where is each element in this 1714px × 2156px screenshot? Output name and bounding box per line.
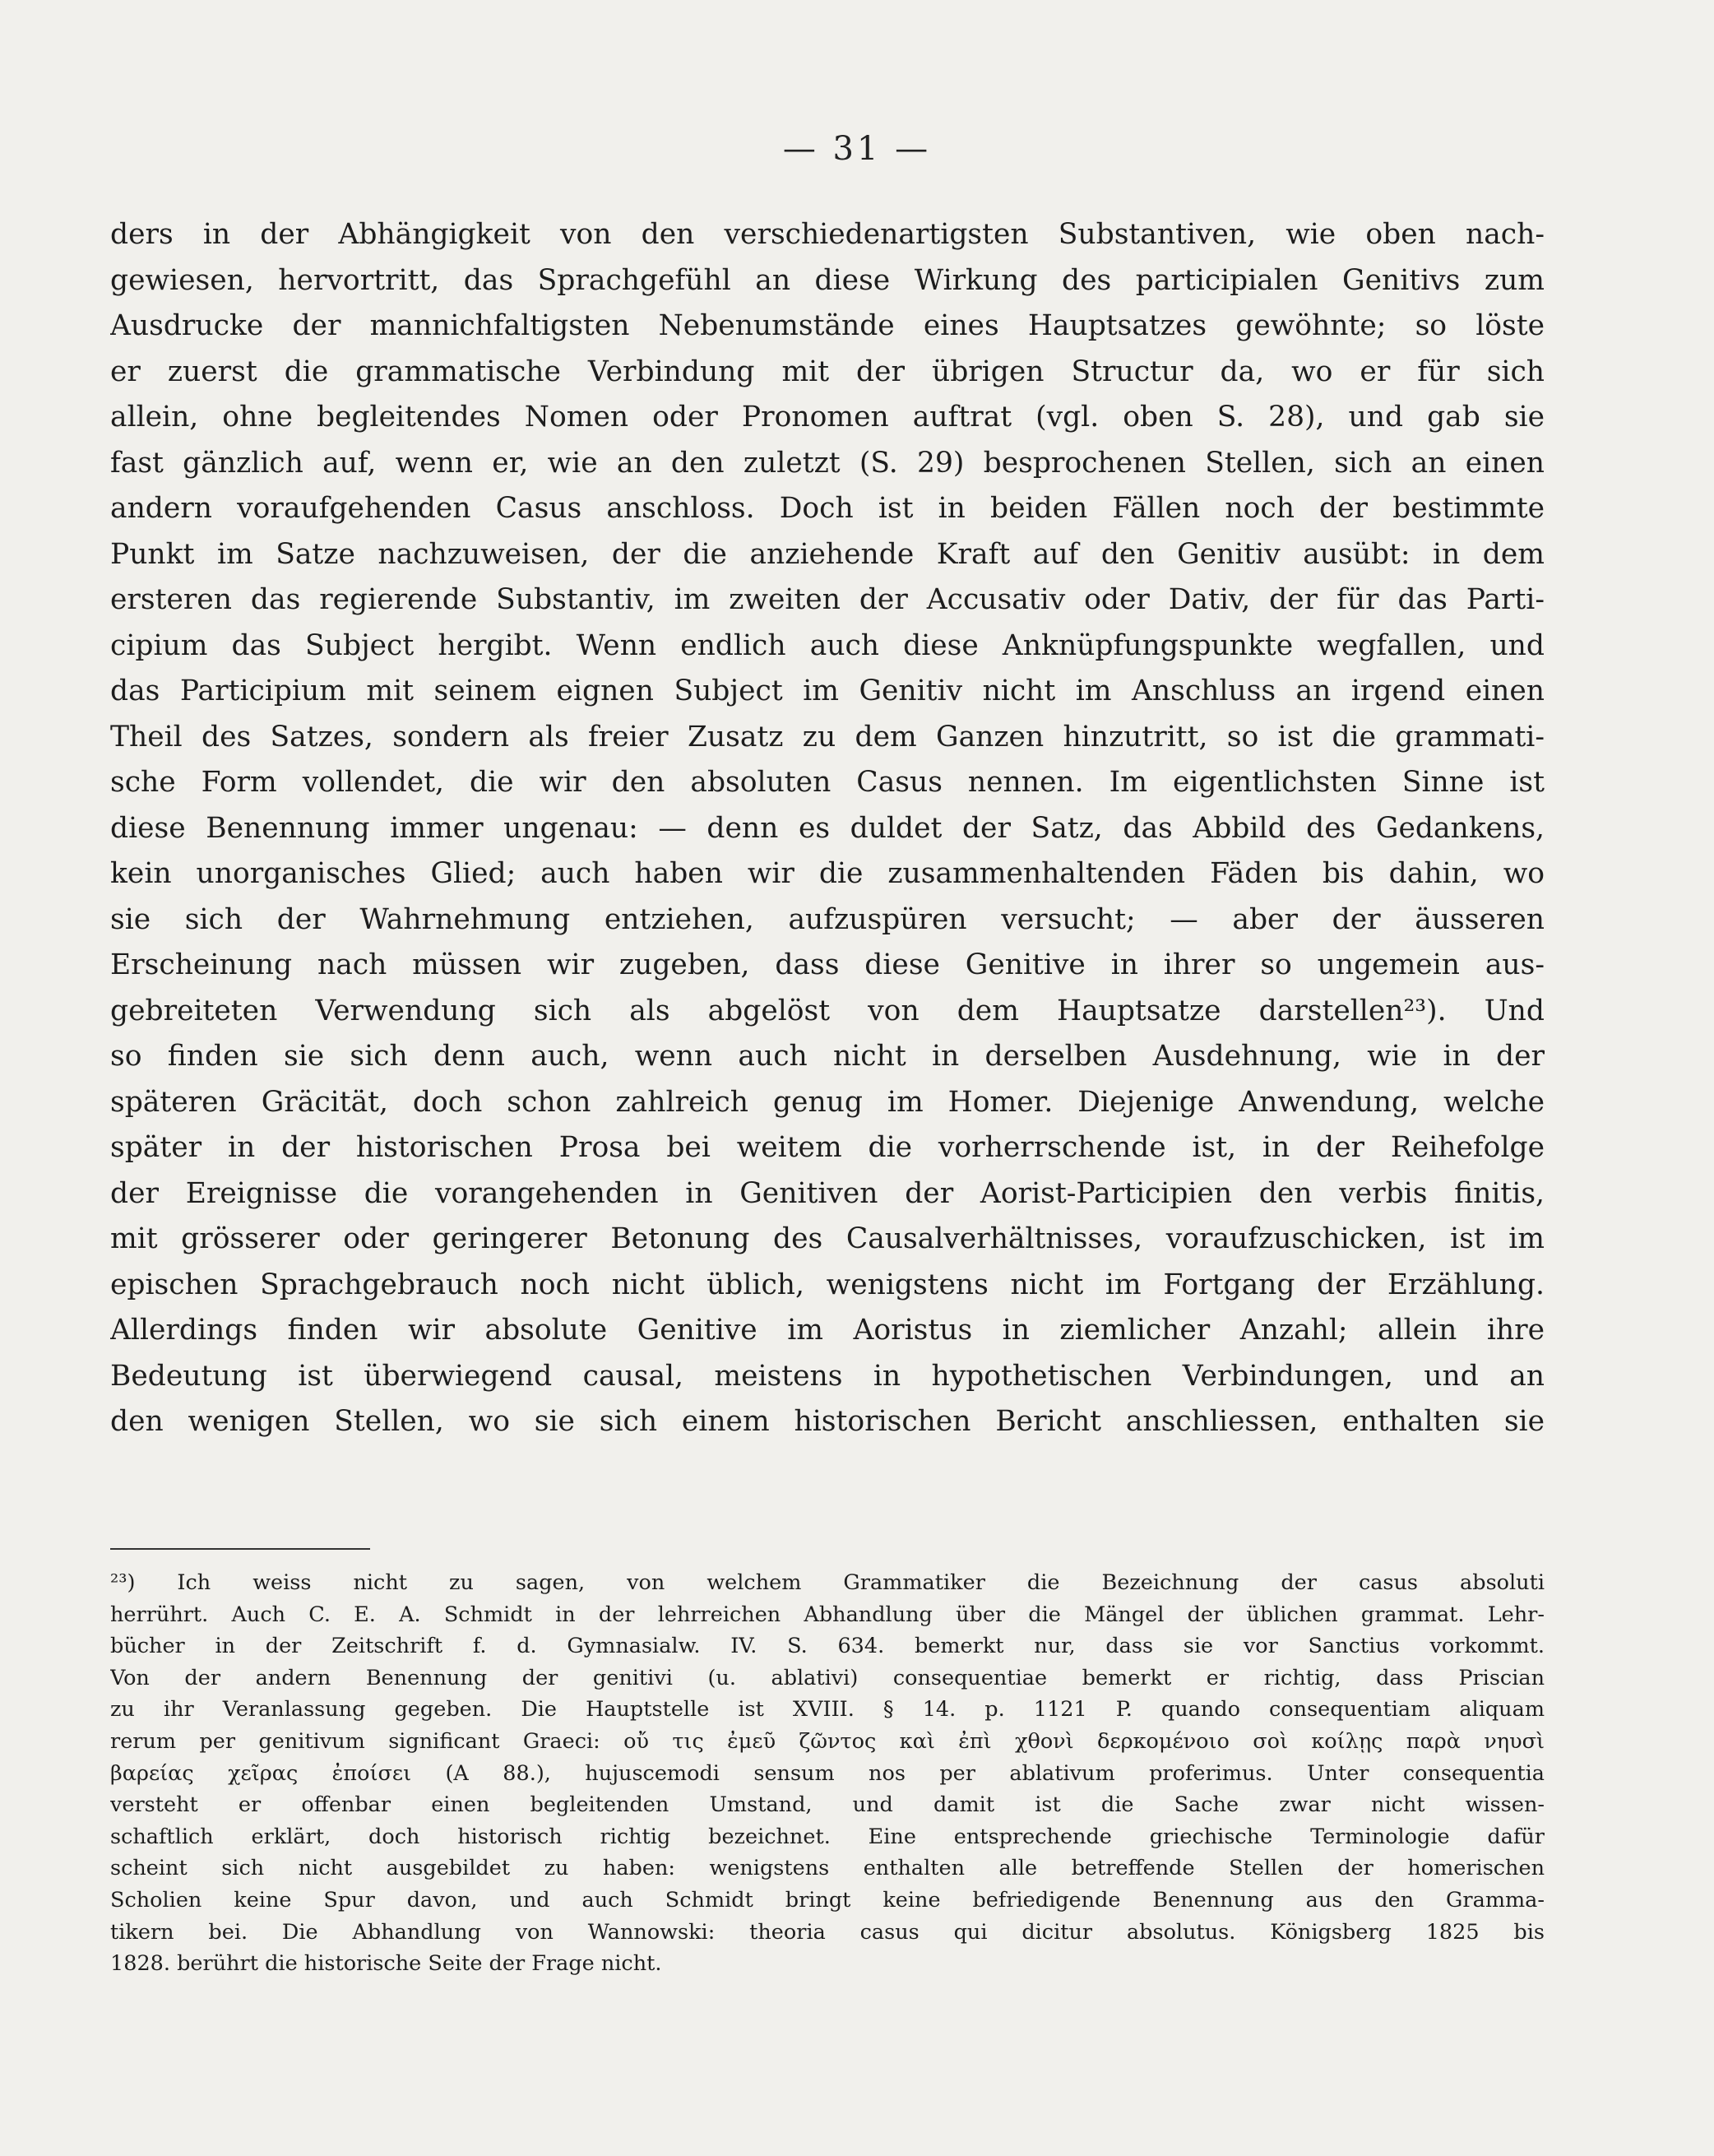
body-line: ersteren das regierende Substantiv, im zweiten der Accusativ oder Dativ, der für das Parti- (110, 583, 1545, 616)
footnote-line: ²³) Ich weiss nicht zu sagen, von welchem Grammatiker die Bezeichnung der casus absoluti (110, 1570, 1545, 1595)
footnote-line: versteht er offenbar einen begleitenden Umstand, und damit ist die Sache zwar nicht wissen- (110, 1792, 1545, 1818)
body-line: gebreiteten Verwendung sich als abgelöst von dem Hauptsatze darstellen²³). Und (110, 994, 1545, 1027)
body-line: cipium das Subject hergibt. Wenn endlich auch diese Anknüpfungspunkte wegfallen, und (110, 628, 1545, 662)
footnote-line: Scholien keine Spur davon, und auch Schmidt bringt keine befriedigende Benennung aus den Gramma- (110, 1887, 1545, 1913)
body-line: ders in der Abhängigkeit von den verschiedenartigsten Substantiven, wie oben nach- (110, 218, 1545, 251)
body-line: das Participium mit seinem eignen Subject im Genitiv nicht im Anschluss an irgend einen (110, 675, 1545, 707)
body-line: Allerdings finden wir absolute Genitive im Aoristus in ziemlicher Anzahl; allein ihre (110, 1314, 1545, 1347)
body-line: andern voraufgehenden Casus anschloss. Doch ist in beiden Fällen noch der bestimmte (110, 492, 1545, 525)
footnote-line: herrührt. Auch C. E. A. Schmidt in der lehrreichen Abhandlung über die Mängel der üblichen grammat. Lehr- (110, 1602, 1545, 1627)
body-line: später in der historischen Prosa bei weitem die vorherrschende ist, in der Reihefolge (110, 1131, 1545, 1164)
body-line: fast gänzlich auf, wenn er, wie an den zuletzt (S. 29) besprochenen Stellen, sich an einen (110, 446, 1545, 480)
body-line: sie sich der Wahrnehmung entziehen, aufzuspüren versucht; — aber der äusseren (110, 902, 1545, 936)
body-line: späteren Gräcität, doch schon zahlreich genug im Homer. Diejenige Anwendung, welche (110, 1085, 1545, 1119)
footnote-line: bücher in der Zeitschrift f. d. Gymnasialw. IV. S. 634. bemerkt nur, dass sie vor Sanctius vorkommt. (110, 1634, 1545, 1659)
footnote-line: rerum per genitivum significant Graeci: οὔ τις ἐμεῦ ζῶντος καὶ ἐπὶ χθονὶ δερκομένοιο σοὶ κοίλῃς παρὰ νηυσὶ (110, 1728, 1545, 1754)
body-line: mit grösserer oder geringerer Betonung des Causalverhältnisses, voraufzuschicken, ist im (110, 1222, 1545, 1255)
body-line: Erscheinung nach müssen wir zugeben, dass diese Genitive in ihrer so ungemein aus- (110, 948, 1545, 981)
body-line: allein, ohne begleitendes Nomen oder Pronomen auftrat (vgl. oben S. 28), und gab sie (110, 401, 1545, 434)
body-line: sche Form vollendet, die wir den absoluten Casus nennen. Im eigentlichsten Sinne ist (110, 766, 1545, 799)
footnote-line: 1828. berührt die historische Seite der Frage nicht. (110, 1951, 662, 1977)
footnote-line: schaftlich erklärt, doch historisch richtig bezeichnet. Eine entsprechende griechische Terminologie dafür (110, 1824, 1545, 1849)
body-line: der Ereignisse die vorangehenden in Genitiven der Aorist-Participien den verbis finitis, (110, 1176, 1545, 1210)
body-line: so finden sie sich denn auch, wenn auch nicht in derselben Ausdehnung, wie in der (110, 1040, 1545, 1073)
footnote-line: Von der andern Benennung der genitivi (u. ablativi) consequentiae bemerkt er richtig, dass Priscian (110, 1665, 1545, 1690)
body-line: kein unorganisches Glied; auch haben wir die zusammenhaltenden Fäden bis dahin, wo (110, 857, 1545, 890)
footnote-separator (110, 1548, 370, 1550)
body-line: diese Benennung immer ungenau: — denn es duldet der Satz, das Abbild des Gedankens, (110, 811, 1545, 845)
body-line: Bedeutung ist überwiegend causal, meistens in hypothetischen Verbindungen, und an (110, 1359, 1545, 1393)
body-line: gewiesen, hervortritt, das Sprachgefühl an diese Wirkung des participialen Genitivs zum (110, 263, 1545, 297)
body-line: Theil des Satzes, sondern als freier Zusatz zu dem Ganzen hinzutritt, so ist die grammati- (110, 720, 1545, 753)
body-line: epischen Sprachgebrauch noch nicht üblich, wenigstens nicht im Fortgang der Erzählung. (110, 1268, 1545, 1301)
body-line: er zuerst die grammatische Verbindung mit der übrigen Structur da, wo er für sich (110, 355, 1545, 388)
body-line: den wenigen Stellen, wo sie sich einem historischen Bericht anschliessen, enthalten sie (110, 1405, 1545, 1438)
body-line: Ausdrucke der mannichfaltigsten Nebenumstände eines Hauptsatzes gewöhnte; so löste (110, 309, 1545, 342)
footnote (110, 1567, 1545, 1980)
page-number: — 31 — (782, 130, 932, 168)
body-text (110, 212, 1545, 1445)
footnote-line: zu ihr Veranlassung gegeben. Die Hauptstelle ist XVIII. § 14. p. 1121 P. quando consequentiam aliquam (110, 1697, 1545, 1722)
footnote-line: scheint sich nicht ausgebildet zu haben: wenigstens enthalten alle betreffende Stellen der homerischen (110, 1856, 1545, 1881)
body-line: Punkt im Satze nachzuweisen, der die anziehende Kraft auf den Genitiv ausübt: in dem (110, 537, 1545, 571)
footnote-line: tikern bei. Die Abhandlung von Wannowski: theoria casus qui dicitur absolutus. Königsberg 1825 bis (110, 1919, 1545, 1945)
footnote-line: βαρείας χεῖρας ἐποίσει (Α 88.), hujuscemodi sensum nos per ablativum proferimus. Unter consequentia (110, 1760, 1545, 1786)
